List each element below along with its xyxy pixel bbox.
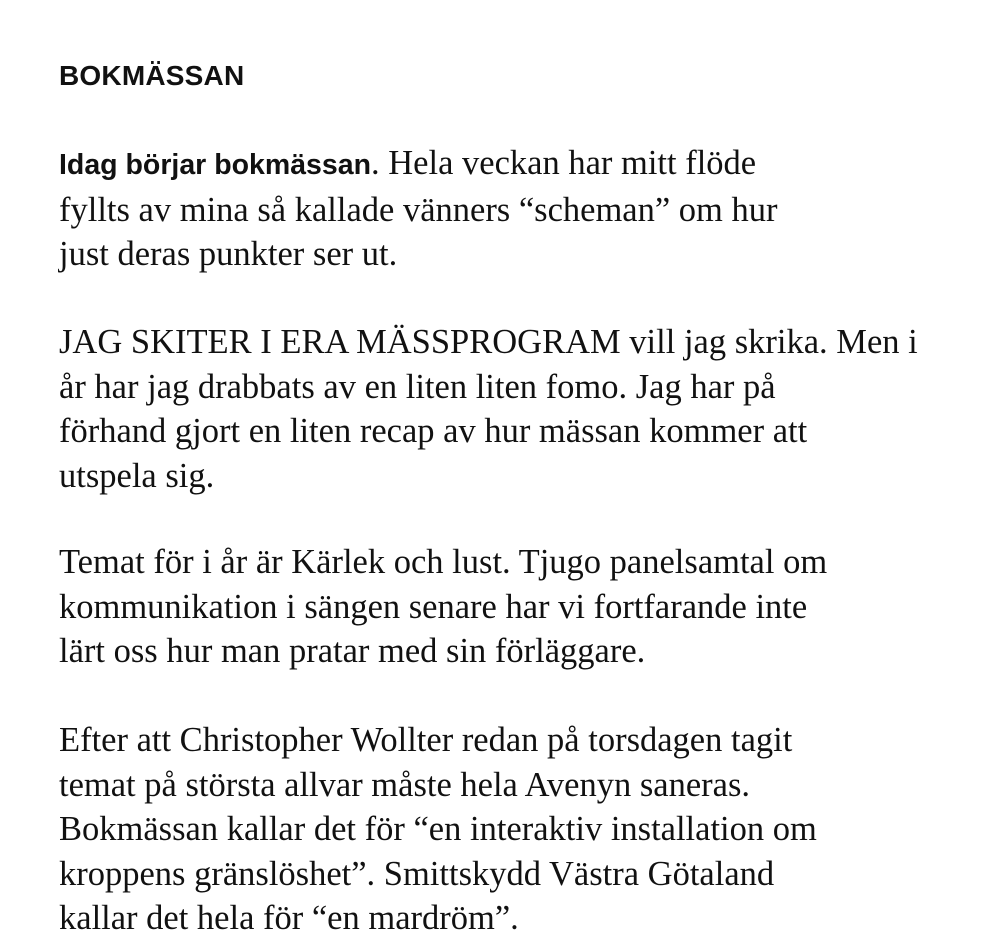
paragraph-line: lärt oss hur man pratar med sin förläggare. [59, 632, 646, 671]
paragraph-line: utspela sig. [59, 456, 215, 495]
paragraph-line: temat på största allvar måste hela Avenyn saneras. [59, 765, 751, 804]
paragraph-4 [59, 718, 959, 941]
paragraph-line: kroppens gränslöshet”. Smittskydd Västra Götaland [59, 854, 775, 893]
paragraph-line: kommunikation i sängen senare har vi fortfarande inte [59, 587, 808, 626]
paragraph-2 [59, 320, 959, 498]
paragraph-line [59, 141, 959, 188]
line-text: . Hela veckan har mitt flöde [371, 144, 757, 182]
paragraph-line: kallar det hela för “en mardröm”. [59, 899, 519, 938]
paragraph-line: fyllts av mina så kallade vänners “scheman” om hur [59, 190, 778, 229]
article-title: BOKMÄSSAN [59, 60, 245, 91]
paragraph-line: Efter att Christopher Wollter redan på torsdagen tagit [59, 721, 793, 759]
paragraph-line: Bokmässan kallar det för “en interaktiv installation om [59, 810, 817, 849]
paragraph-line: förhand gjort en liten recap av hur mässan kommer att [59, 412, 808, 451]
paragraph-line: JAG SKITER I ERA MÄSSPROGRAM vill jag skrika. Men i [59, 323, 918, 361]
paragraph-line: just deras punkter ser ut. [59, 235, 398, 274]
paragraph-3 [59, 540, 959, 674]
paragraph-1 [59, 141, 959, 277]
lead-text: Idag börjar bokmässan [59, 149, 372, 181]
paragraph-line: Temat för i år är Kärlek och lust. Tjugo panelsamtal om [59, 543, 828, 581]
paragraph-line: år har jag drabbats av en liten liten fomo. Jag har på [59, 367, 776, 406]
